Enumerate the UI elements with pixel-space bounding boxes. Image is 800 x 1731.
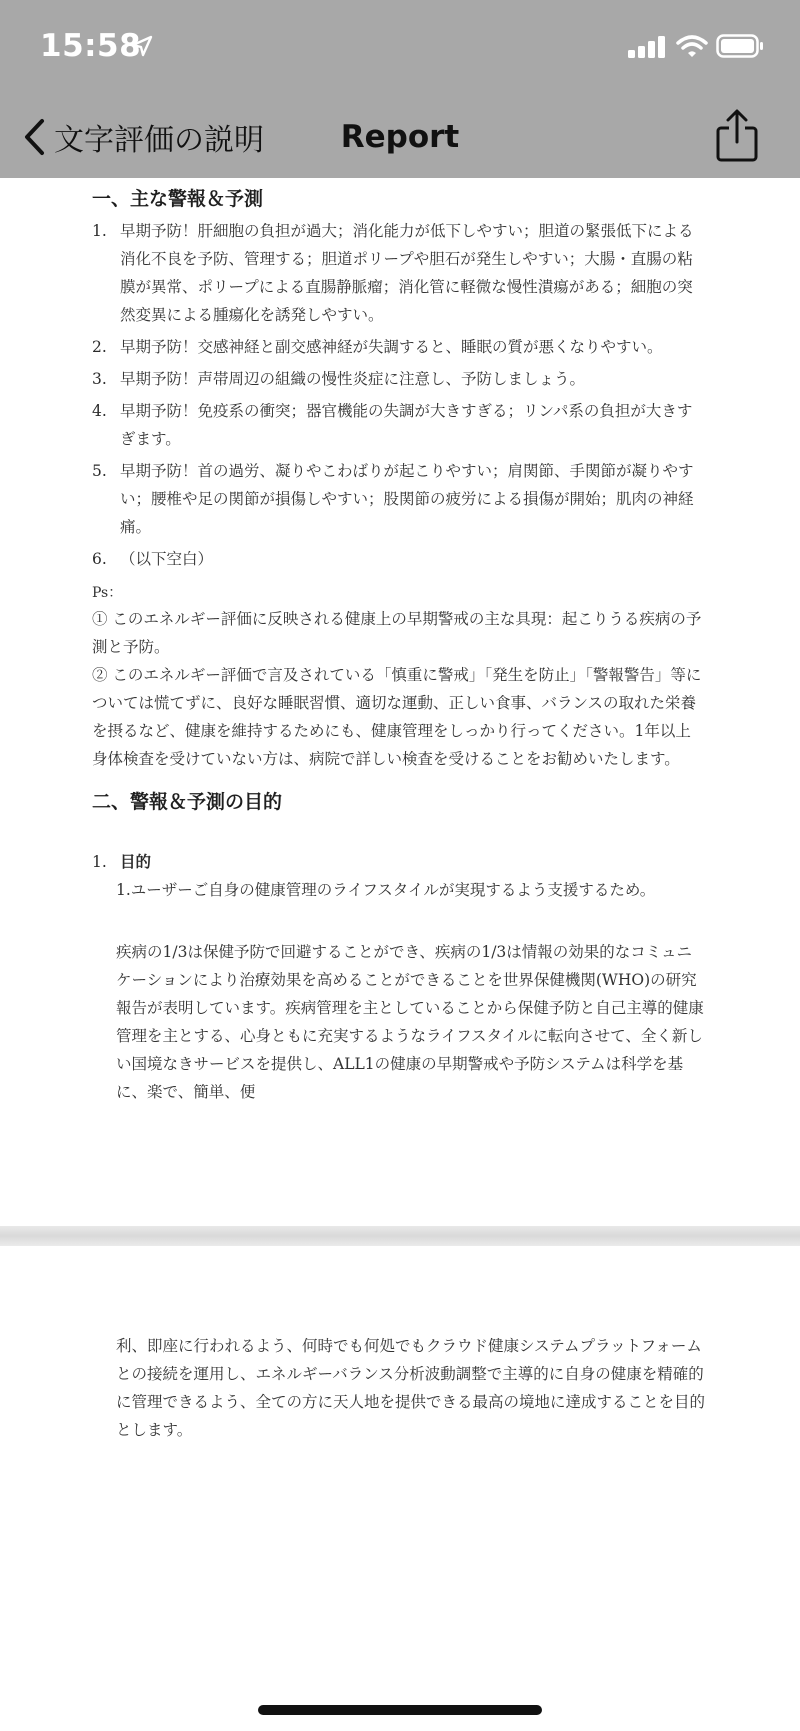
ps-label: Ps：	[92, 585, 123, 601]
list-item-number: 4.	[92, 402, 107, 420]
share-icon	[714, 108, 760, 164]
list-item-number: 3.	[92, 370, 107, 388]
purpose-heading	[92, 848, 706, 876]
document-page-1	[0, 178, 800, 1226]
list-item-text: 早期予防！声帯周辺の組織の慢性炎症に注意し、予防しましょう。	[120, 370, 586, 388]
warning-list	[92, 217, 706, 573]
list-item-text: 早期予防！首の過労、凝りやこわばりが起こりやすい；肩関節、手関節が凝りやすい；腰椎や足の関節が損傷しやすい；股関節の疲労による損傷が開始；肌肉の神経痛。	[120, 462, 694, 536]
section-heading-warnings: 一、主な警報＆予測	[92, 188, 264, 210]
list-item	[92, 545, 706, 573]
purpose-paragraph-part-1: 疾病の1/3は保健予防で回避することができ、疾病の1/3は情報の効果的なコミュニケーションにより治療効果を高めることができることを世界保健機関(WHO)の研究報告が表明しています。疾病管理を主としていることから保健予防と自己主導的健康管理を主とする、心身ともに充実するようなライフスタイルに転向させて、全く新しい国境なきサービスを提供し、ALL1の健康の早期警戒や予防システムは科学を基に、楽で、簡単、便	[116, 943, 704, 1101]
ps-notes	[92, 581, 706, 773]
purpose-number: 1.	[92, 853, 107, 871]
navigation-bar	[0, 96, 800, 178]
chevron-left-icon	[22, 118, 46, 156]
list-item	[92, 397, 706, 453]
cellular-signal-icon	[628, 36, 668, 58]
list-item-number: 6.	[92, 550, 107, 568]
purpose-paragraph-part-2: 利、即座に行われるよう、何時でも何処でもクラウド健康システムプラットフォームとの接続を運用し、エネルギーバランス分析波動調整で主導的に自身の健康を精確的に管理できるよう、全ての方に天人地を提供できる最高の境地に達成することを目的とします。	[116, 1337, 706, 1439]
home-indicator[interactable]	[258, 1705, 542, 1715]
location-arrow-icon	[130, 34, 154, 58]
back-button[interactable]	[22, 114, 264, 160]
document-content-page-2	[92, 1332, 706, 1444]
document-page-2	[0, 1246, 800, 1731]
status-bar	[0, 0, 800, 96]
list-item	[92, 333, 706, 361]
ps-note-1: ① このエネルギー評価に反映される健康上の早期警戒の主な具現：起こりうる疾病の予測と予防。	[92, 610, 702, 656]
list-item-number: 5.	[92, 462, 107, 480]
list-item-text: （以下空白）	[120, 550, 214, 568]
list-item-number: 1.	[92, 222, 107, 240]
wifi-icon	[676, 34, 708, 58]
battery-icon	[716, 34, 764, 58]
section-heading-purpose: 二、警報＆予測の目的	[92, 791, 283, 813]
list-item-text: 早期予防！交感神経と副交感神経が失調すると、睡眠の質が悪くなりやすい。	[120, 338, 663, 356]
list-item	[92, 457, 706, 541]
purpose-block	[92, 848, 706, 1106]
list-item-text: 早期予防！肝細胞の負担が過大；消化能力が低下しやすい；胆道の緊張低下による消化不良を予防、管理する；胆道ポリープや胆石が発生しやすい；大腸・直腸の粘膜が異常、ポリープによる直腸静脈瘤；消化管に軽微な慢性潰瘍がある；細胞の突然変異による腫瘍化を誘発しやすい。	[120, 222, 694, 324]
document-content	[92, 184, 706, 1106]
list-item	[92, 365, 706, 393]
ps-note-2: ② このエネルギー評価で言及されている「慎重に警戒」「発生を防止」「警報警告」等については慌てずに、良好な睡眠習慣、適切な運動、正しい食事、バランスの取れた栄養を摂るなど、健康を維持するためにも、健康管理をしっかり行ってください。1年以上身体検査を受けていない方は、病院で詳しい検査を受けることをお勧めいたします。	[92, 666, 702, 768]
share-button[interactable]	[714, 108, 760, 168]
purpose-line: 1.ユーザーご自身の健康管理のライフスタイルが実現するよう支援するため。	[116, 881, 656, 899]
purpose-title: 目的	[120, 852, 152, 871]
status-time: 15:58	[40, 28, 142, 64]
list-item-text: 早期予防！免疫系の衝突；器官機能の失調が大きすぎる；リンパ系の負担が大きすぎます。	[120, 402, 693, 448]
back-button-label: 文字評価の説明	[54, 123, 264, 158]
list-item	[92, 217, 706, 329]
page-divider	[0, 1226, 800, 1246]
page-title: Report	[340, 119, 460, 155]
list-item-number: 2.	[92, 338, 107, 356]
